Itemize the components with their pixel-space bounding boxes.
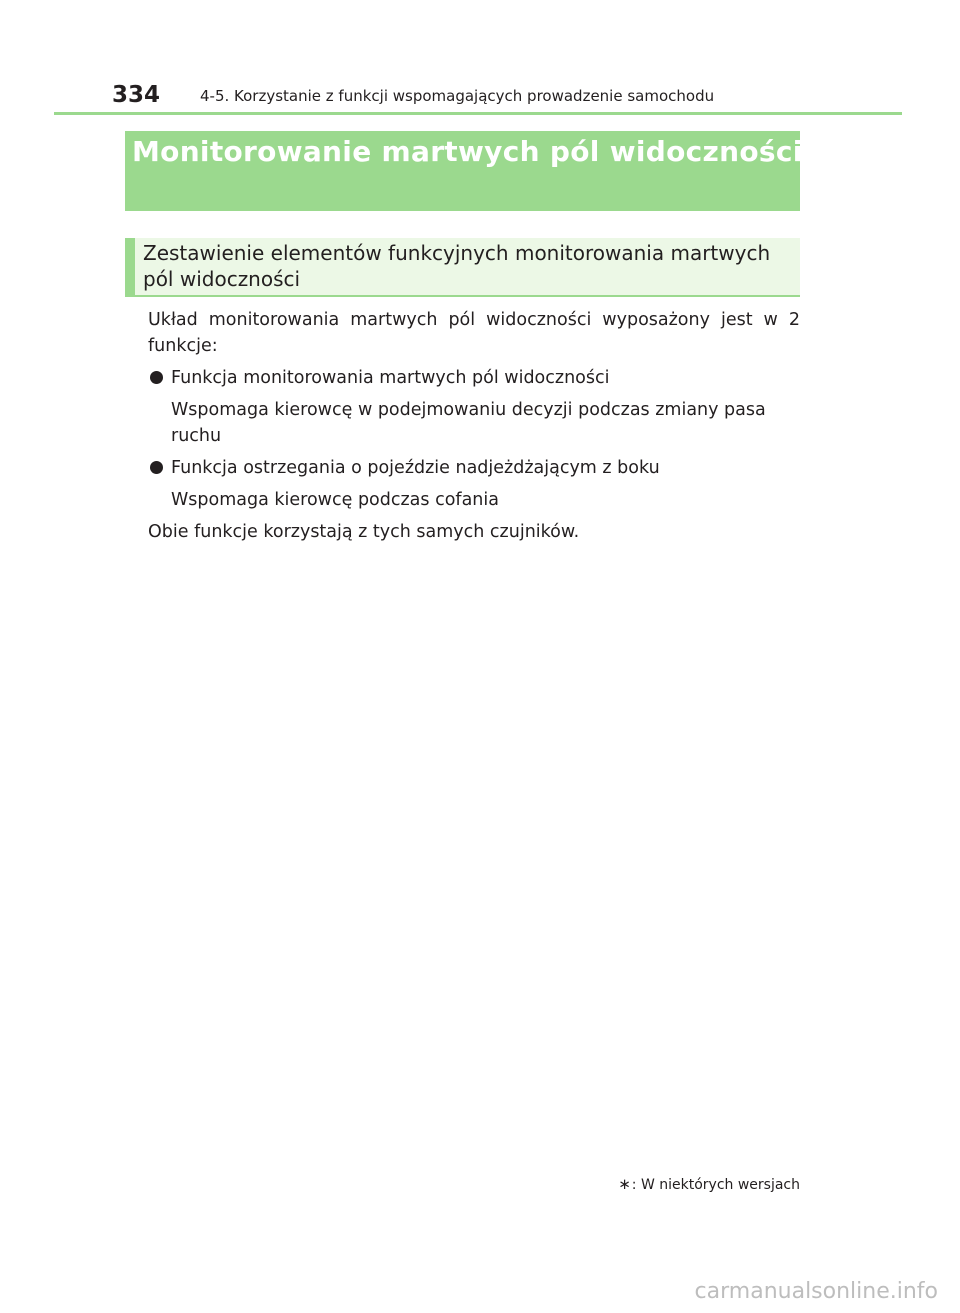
footnote-text: : W niektórych wersjach — [631, 1177, 800, 1193]
page-number: 334 — [112, 82, 161, 108]
closing-paragraph: Obie funkcje korzystają z tych samych czujników. — [148, 522, 580, 542]
footnote — [618, 1174, 800, 1195]
footnote-marker: ∗ — [618, 1175, 631, 1193]
subheading-accent-bar — [125, 238, 135, 295]
header-rule — [54, 112, 902, 115]
bullet-description-1: Wspomaga kierowcę w podejmowaniu decyzji podczas zmiany pasa ruchu — [171, 400, 766, 446]
bullet-label-2: Funkcja ostrzegania o pojeździe nadjeżdżającym z boku — [171, 458, 660, 478]
running-header: 4-5. Korzystanie z funkcji wspomagających prowadzenie samochodu — [200, 87, 715, 105]
bullet-description-2: Wspomaga kierowcę podczas cofania — [171, 490, 499, 510]
title-box — [125, 131, 926, 211]
bullet-dot-2 — [150, 461, 163, 474]
watermark: carmanualsonline.info — [694, 1279, 938, 1304]
page-title — [132, 133, 926, 171]
bullet-dot-1 — [150, 371, 163, 384]
page-title-text: Monitorowanie martwych pól widoczności (BSM) — [132, 135, 910, 168]
intro-paragraph: Układ monitorowania martwych pól widoczności wyposażony jest w 2 funkcje: — [148, 310, 800, 356]
bullet-label-1: Funkcja monitorowania martwych pól widoczności — [171, 368, 610, 388]
subheading-box — [125, 238, 800, 297]
title-footnote-marker: ∗ — [912, 135, 926, 155]
subheading: Zestawienie elementów funkcyjnych monitorowania martwych pól widoczności — [143, 241, 771, 291]
